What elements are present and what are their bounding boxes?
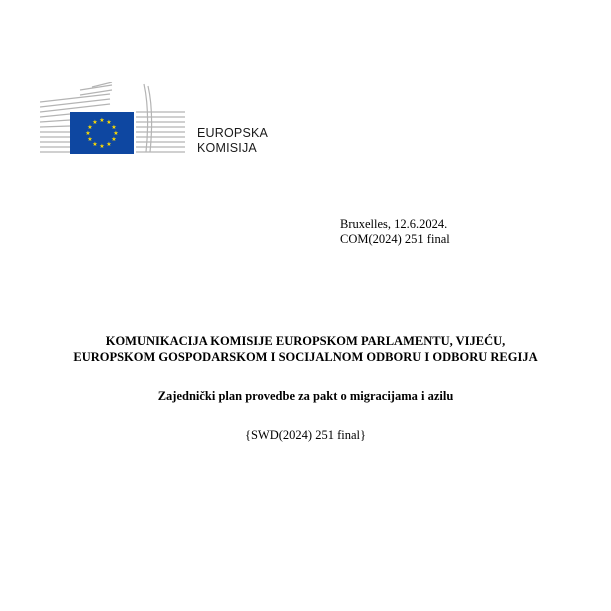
svg-text:★: ★ xyxy=(85,130,91,137)
org-name-line1: EUROPSKA xyxy=(197,126,269,140)
title-line1: KOMUNIKACIJA KOMISIJE EUROPSKOM PARLAMENTU, VIJEĆU, xyxy=(105,334,506,348)
svg-text:★: ★ xyxy=(106,119,112,126)
title-line2: EUROPSKOM GOSPODARSKOM I SOCIJALNOM ODBORU I ODBORU REGIJA xyxy=(73,349,538,364)
berlaymont-building-icon xyxy=(40,82,190,158)
svg-text:★: ★ xyxy=(92,119,98,126)
organization-name xyxy=(197,126,268,156)
place-date: Bruxelles, 12.6.2024. xyxy=(340,217,448,231)
svg-text:★: ★ xyxy=(87,124,93,131)
svg-text:★: ★ xyxy=(87,136,93,143)
svg-text:★: ★ xyxy=(111,136,117,143)
svg-text:★: ★ xyxy=(99,143,105,150)
european-commission-logo xyxy=(40,82,190,158)
svg-text:★: ★ xyxy=(99,117,105,124)
document-title xyxy=(0,334,611,365)
svg-text:★: ★ xyxy=(106,141,112,148)
svg-text:★: ★ xyxy=(113,130,119,137)
document-reference: COM(2024) 251 final xyxy=(340,232,450,246)
document-meta xyxy=(340,217,450,247)
swd-reference: {SWD(2024) 251 final} xyxy=(244,428,366,442)
org-name-line2: KOMISIJA xyxy=(197,141,257,155)
svg-text:★: ★ xyxy=(92,141,98,148)
document-subtitle: Zajednički plan provedbe za pakt o migracijama i azilu xyxy=(157,389,454,403)
svg-text:★: ★ xyxy=(111,124,117,131)
